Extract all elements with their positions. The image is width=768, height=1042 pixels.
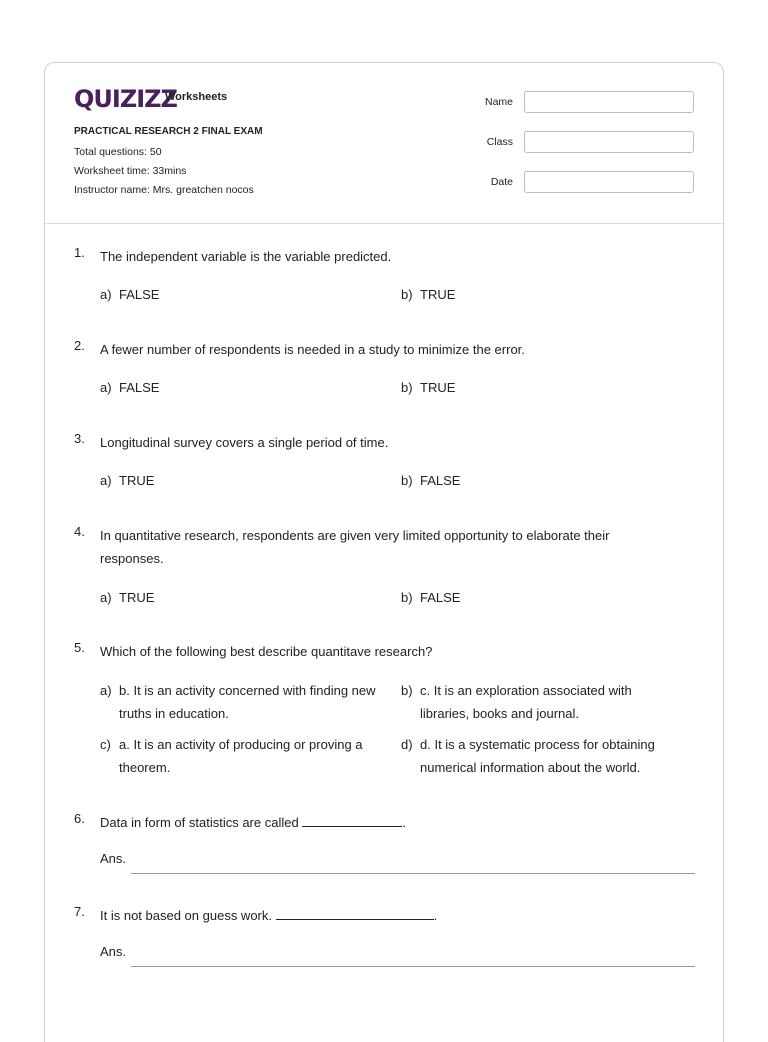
answer-label: Ans. — [100, 944, 127, 959]
question-number: 6. — [74, 811, 85, 826]
date-field[interactable] — [524, 171, 694, 193]
question-text: A fewer number of respondents is needed in a study to minimize the error. — [100, 342, 525, 357]
name-label: Name — [484, 96, 513, 108]
logo-subtitle: Worksheets — [165, 91, 228, 103]
option-b[interactable]: b) c. It is an exploration associated with libraries, books and journal. — [401, 683, 632, 721]
fill-blank — [302, 814, 402, 827]
class-field[interactable] — [524, 131, 694, 153]
exam-title: PRACTICAL RESEARCH 2 FINAL EXAM — [74, 126, 263, 137]
quizizz-logo: QUIZIZZ — [74, 85, 177, 113]
question-number: 4. — [74, 524, 85, 539]
question-text: Longitudinal survey covers a single period of time. — [100, 435, 389, 450]
worksheet-time: Worksheet time: 33mins — [74, 165, 187, 177]
instructor-name: Instructor name: Mrs. greatchen nocos — [74, 184, 254, 196]
question-text: The independent variable is the variable predicted. — [100, 249, 392, 264]
option-d[interactable]: d) d. It is a systematic process for obtaining numerical information about the world. — [401, 737, 655, 775]
question-text: Data in form of statistics are called . — [100, 815, 406, 830]
question-number: 1. — [74, 245, 85, 260]
total-questions: Total questions: 50 — [74, 146, 162, 158]
question-text-line-2: responses. — [100, 551, 164, 566]
option-c[interactable]: c) a. It is an activity of producing or proving a theorem. — [100, 737, 363, 775]
class-label: Class — [486, 136, 513, 148]
question-number: 7. — [74, 904, 85, 919]
fill-blank — [276, 907, 434, 920]
date-label: Date — [490, 176, 513, 188]
option-a[interactable]: a) b. It is an activity concerned with finding new truths in education. — [100, 683, 376, 721]
worksheet: QUIZIZZ Worksheets PRACTICAL RESEARCH 2 FINAL EXAM Total questions: 50 Worksheet time: 33mins Instructor name: Mrs. greatchen nocos Name Class Date 1. The independent variable is the variable predicted. a) FALSE b) TRUE 2. A fewer number of respondents is needed in a study to minimize the error. a) FALSE b) TRUE 3. Longitudinal survey covers a single period of time. a) TRUE b) FALSE 4. In quantitative research, respondents are given very limited opportunity to elaborate their responses. a) TRUE b) FALSE 5. Which of the following best describe quantitave research? a) b. It is an activity concerned with finding new truths in education. b) c. It is an exploration associated with libraries, books and journal. c) a. It is an activity of producing or proving a theorem. d) d. It is a systematic process for obtaining numerical information about the world. 6. Data in form of statistics are called . Ans. 7. It is not based on guess work. . Ans. — [44, 62, 724, 1042]
answer-label: Ans. — [100, 851, 127, 866]
answer-line[interactable] — [131, 873, 695, 874]
answer-line[interactable] — [131, 966, 695, 967]
question-number: 2. — [74, 338, 85, 353]
question-text: Which of the following best describe quantitave research? — [100, 644, 433, 659]
question-number: 5. — [74, 640, 85, 655]
question-text-line-1: In quantitative research, respondents are given very limited opportunity to elaborate their — [100, 528, 610, 543]
worksheet-header — [45, 63, 723, 224]
name-field[interactable] — [524, 91, 694, 113]
question-text: It is not based on guess work. . — [100, 908, 438, 923]
question-number: 3. — [74, 431, 85, 446]
